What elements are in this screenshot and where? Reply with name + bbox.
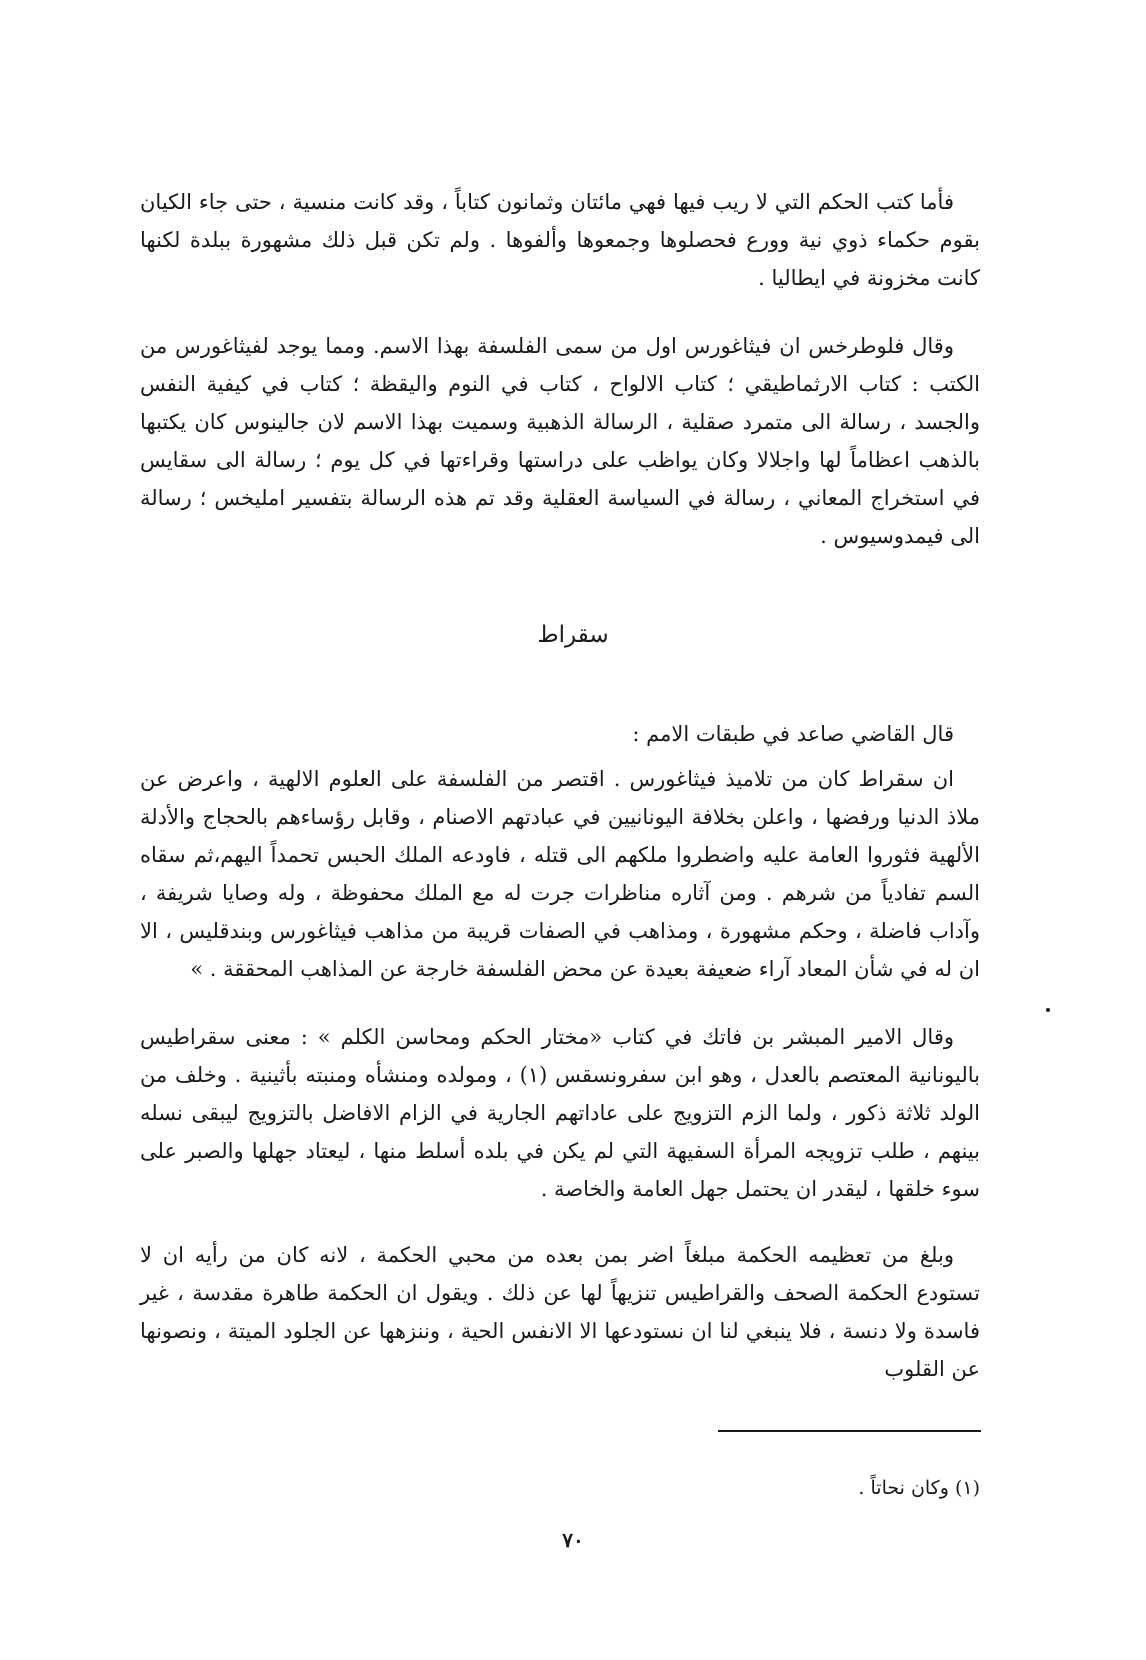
page-number: ٧٠ xyxy=(562,1528,584,1552)
footnote-divider xyxy=(718,1430,981,1432)
paragraph-text: فأما كتب الحكم التي لا ريب فيها فهي مائتان وثمانون كتاباً ، وقد كانت منسية ، حتى جاء الكيان بقوم حكماء ذوي نية وورع فحصلوها وجمعوها وألفوها . ولم تكن قبل ذلك مشهورة ببلدة لكنها كانت مخزونة في ايطاليا . xyxy=(140,190,980,290)
section-heading: سقراط xyxy=(537,622,609,648)
paragraph-text: وقال الامير المبشر بن فاتك في كتاب «مختار الحكم ومحاسن الكلم » : معنى سقراطيس باليونانية المعتصم بالعدل ، وهو ابن سفرونسقس (١) ، ومولده ومنشأه ومنبته بأثينية . وخلف من الولد ثلاثة ذكور ، ولما الزم التزويج على عاداتهم الجارية في الزام الافاضل بالتزويج ليبقى نسله بينهم ، طلب تزويجه المرأة السفيهة التي لم يكن في بلده أسلط منها ، ليعتاد جهلها والصبر على سوء خلقها ، ليقدر ان يحتمل جهل العامة والخاصة . xyxy=(140,1025,980,1201)
intro-line xyxy=(140,715,980,753)
margin-dot xyxy=(1046,1008,1050,1012)
paragraph-4 xyxy=(140,1018,980,1208)
paragraph-text: قال القاضي صاعد في طبقات الامم : xyxy=(632,722,954,746)
paragraph-1 xyxy=(140,183,980,297)
paragraph-text: ان سقراط كان من تلاميذ فيثاغورس . اقتصر من الفلسفة على العلوم الالهية ، واعرض عن ملاذ الدنيا ورفضها ، واعلن بخلافة اليونانيين في عبادتهم الاصنام ، وقابل رؤساءهم بالحجاج والأدلة الألهية فثوروا العامة عليه واضطروا ملكهم الى قتله ، فاودعه الملك الحبس تحمداً اليهم،ثم سقاه السم تفادياً من شرهم . ومن آثاره مناظرات جرت له مع الملك محفوظة ، وله وصايا شريفة ، وآداب فاضلة ، وحكم مشهورة ، ومذاهب في الصفات قريبة من مذاهب فيثاغورس وبندقليس ، الا ان له في شأن المعاد آراء ضعيفة بعيدة عن محض الفلسفة خارجة عن المذاهب المحققة . » xyxy=(140,767,980,981)
paragraph-5 xyxy=(140,1236,980,1388)
paragraph-text: وقال فلوطرخس ان فيثاغورس اول من سمى الفلسفة بهذا الاسم. ومما يوجد لفيثاغورس من الكتب : كتاب الارثماطيقي ؛ كتاب الالواح ، كتاب في النوم واليقظة ؛ كتاب في كيفية النفس والجسد ، رسالة الى متمرد صقلية ، الرسالة الذهبية وسميت بهذا الاسم لان جالينوس كان يكتبها بالذهب اعظاماً لها واجلالا وكان يواظب على دراستها وقراءتها في كل يوم ؛ رسالة الى سقايس في استخراج المعاني ، رسالة في السياسة العقلية وقد تم هذه الرسالة بتفسير امليخس ؛ رسالة الى فيمدوسيوس . xyxy=(140,334,980,548)
paragraph-3 xyxy=(140,760,980,988)
footnote: (١) وكان نحاتاً . xyxy=(858,1477,980,1499)
paragraph-text: وبلغ من تعظيمه الحكمة مبلغاً اضر بمن بعده من محبي الحكمة ، لانه كان من رأيه ان لا تستودع الحكمة الصحف والقراطيس تنزيهاً لها عن ذلك . ويقول ان الحكمة طاهرة مقدسة ، غير فاسدة ولا دنسة ، فلا ينبغي لنا ان نستودعها الا الانفس الحية ، وننزهها عن الجلود الميتة ، ونصونها عن القلوب xyxy=(140,1243,980,1381)
paragraph-2 xyxy=(140,327,980,555)
